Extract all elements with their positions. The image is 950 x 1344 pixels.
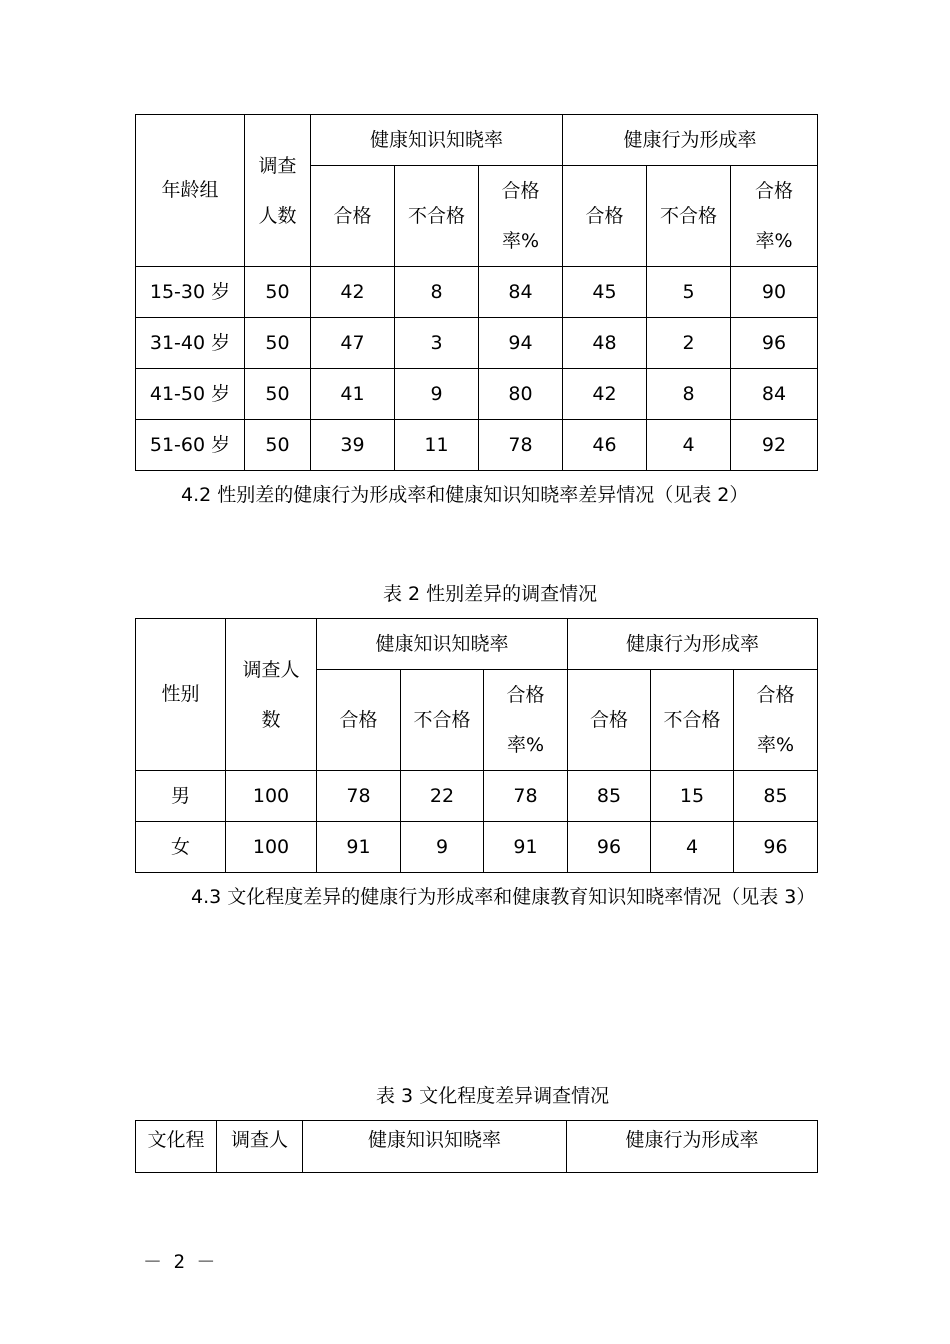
survey-count-cell: 100 bbox=[226, 771, 317, 822]
behavior-rate-header: 健康行为形成率 bbox=[568, 619, 818, 670]
behavior-fail-cell: 2 bbox=[647, 318, 731, 369]
behavior-rate-cell: 96 bbox=[734, 822, 818, 873]
row-label: 女 bbox=[136, 822, 226, 873]
behavior-pass-cell: 96 bbox=[568, 822, 651, 873]
knowledge-rate-cell: 91 bbox=[484, 822, 568, 873]
survey-count-header: 调查人 bbox=[217, 1121, 303, 1173]
knowledge-fail-cell: 9 bbox=[395, 369, 479, 420]
survey-count-cell: 50 bbox=[245, 267, 311, 318]
section-4-3-heading: 4.3 文化程度差异的健康行为形成率和健康教育知识知晓率情况（见表 3） bbox=[191, 886, 816, 908]
row-label: 男 bbox=[136, 771, 226, 822]
knowledge-rate-cell: 78 bbox=[484, 771, 568, 822]
behavior-fail-cell: 5 bbox=[647, 267, 731, 318]
survey-count-header: 调查 人数 bbox=[245, 115, 311, 267]
knowledge-fail-header: 不合格 bbox=[395, 166, 479, 267]
behavior-rate-cell: 84 bbox=[731, 369, 818, 420]
behavior-fail-header: 不合格 bbox=[651, 670, 734, 771]
behavior-pass-cell: 85 bbox=[568, 771, 651, 822]
gender-header: 性别 bbox=[136, 619, 226, 771]
knowledge-pass-cell: 91 bbox=[317, 822, 401, 873]
knowledge-rate-header: 健康知识知晓率 bbox=[303, 1121, 567, 1173]
behavior-rate-percent-header: 合格 率% bbox=[734, 670, 818, 771]
survey-count-header: 调查人 数 bbox=[226, 619, 317, 771]
knowledge-pass-cell: 39 bbox=[311, 420, 395, 471]
knowledge-rate-header: 健康知识知晓率 bbox=[311, 115, 563, 166]
knowledge-fail-header: 不合格 bbox=[401, 670, 484, 771]
knowledge-fail-cell: 9 bbox=[401, 822, 484, 873]
behavior-fail-header: 不合格 bbox=[647, 166, 731, 267]
behavior-rate-percent-header: 合格 率% bbox=[731, 166, 818, 267]
survey-count-cell: 100 bbox=[226, 822, 317, 873]
section-4-2-heading: 4.2 性别差的健康行为形成率和健康知识知晓率差异情况（见表 2） bbox=[181, 484, 749, 506]
knowledge-rate-header: 健康知识知晓率 bbox=[317, 619, 568, 670]
behavior-rate-cell: 96 bbox=[731, 318, 818, 369]
knowledge-pass-cell: 47 bbox=[311, 318, 395, 369]
table-row bbox=[136, 318, 818, 369]
knowledge-fail-cell: 11 bbox=[395, 420, 479, 471]
table-row bbox=[136, 369, 818, 420]
table-row bbox=[136, 420, 818, 471]
knowledge-pass-header: 合格 bbox=[311, 166, 395, 267]
table-row bbox=[136, 771, 818, 822]
behavior-rate-header: 健康行为形成率 bbox=[563, 115, 818, 166]
knowledge-rate-cell: 94 bbox=[479, 318, 563, 369]
knowledge-pass-cell: 78 bbox=[317, 771, 401, 822]
behavior-rate-cell: 90 bbox=[731, 267, 818, 318]
row-label: 31-40 岁 bbox=[136, 318, 245, 369]
knowledge-rate-cell: 84 bbox=[479, 267, 563, 318]
page-number: － 2 － bbox=[143, 1251, 216, 1273]
row-label: 15-30 岁 bbox=[136, 267, 245, 318]
behavior-rate-cell: 92 bbox=[731, 420, 818, 471]
row-label: 41-50 岁 bbox=[136, 369, 245, 420]
behavior-pass-header: 合格 bbox=[568, 670, 651, 771]
behavior-pass-cell: 48 bbox=[563, 318, 647, 369]
behavior-fail-cell: 8 bbox=[647, 369, 731, 420]
table-row bbox=[136, 267, 818, 318]
age-group-table bbox=[135, 114, 818, 471]
knowledge-pass-header: 合格 bbox=[317, 670, 401, 771]
age-group-header: 年龄组 bbox=[136, 115, 245, 267]
behavior-pass-header: 合格 bbox=[563, 166, 647, 267]
table-row bbox=[136, 822, 818, 873]
table2-caption: 表 2 性别差异的调查情况 bbox=[383, 583, 598, 605]
knowledge-fail-cell: 22 bbox=[401, 771, 484, 822]
knowledge-pass-cell: 42 bbox=[311, 267, 395, 318]
education-table bbox=[135, 1120, 818, 1173]
knowledge-rate-percent-header: 合格 率% bbox=[484, 670, 568, 771]
table3-caption: 表 3 文化程度差异调查情况 bbox=[376, 1085, 610, 1107]
knowledge-rate-cell: 78 bbox=[479, 420, 563, 471]
education-header: 文化程 bbox=[136, 1121, 217, 1173]
knowledge-rate-percent-header: 合格 率% bbox=[479, 166, 563, 267]
knowledge-fail-cell: 3 bbox=[395, 318, 479, 369]
survey-count-cell: 50 bbox=[245, 318, 311, 369]
behavior-rate-header: 健康行为形成率 bbox=[567, 1121, 818, 1173]
behavior-fail-cell: 4 bbox=[647, 420, 731, 471]
behavior-fail-cell: 4 bbox=[651, 822, 734, 873]
behavior-rate-cell: 85 bbox=[734, 771, 818, 822]
knowledge-pass-cell: 41 bbox=[311, 369, 395, 420]
row-label: 51-60 岁 bbox=[136, 420, 245, 471]
behavior-pass-cell: 42 bbox=[563, 369, 647, 420]
behavior-pass-cell: 45 bbox=[563, 267, 647, 318]
knowledge-rate-cell: 80 bbox=[479, 369, 563, 420]
knowledge-fail-cell: 8 bbox=[395, 267, 479, 318]
survey-count-cell: 50 bbox=[245, 369, 311, 420]
survey-count-cell: 50 bbox=[245, 420, 311, 471]
behavior-pass-cell: 46 bbox=[563, 420, 647, 471]
behavior-fail-cell: 15 bbox=[651, 771, 734, 822]
gender-table bbox=[135, 618, 818, 873]
